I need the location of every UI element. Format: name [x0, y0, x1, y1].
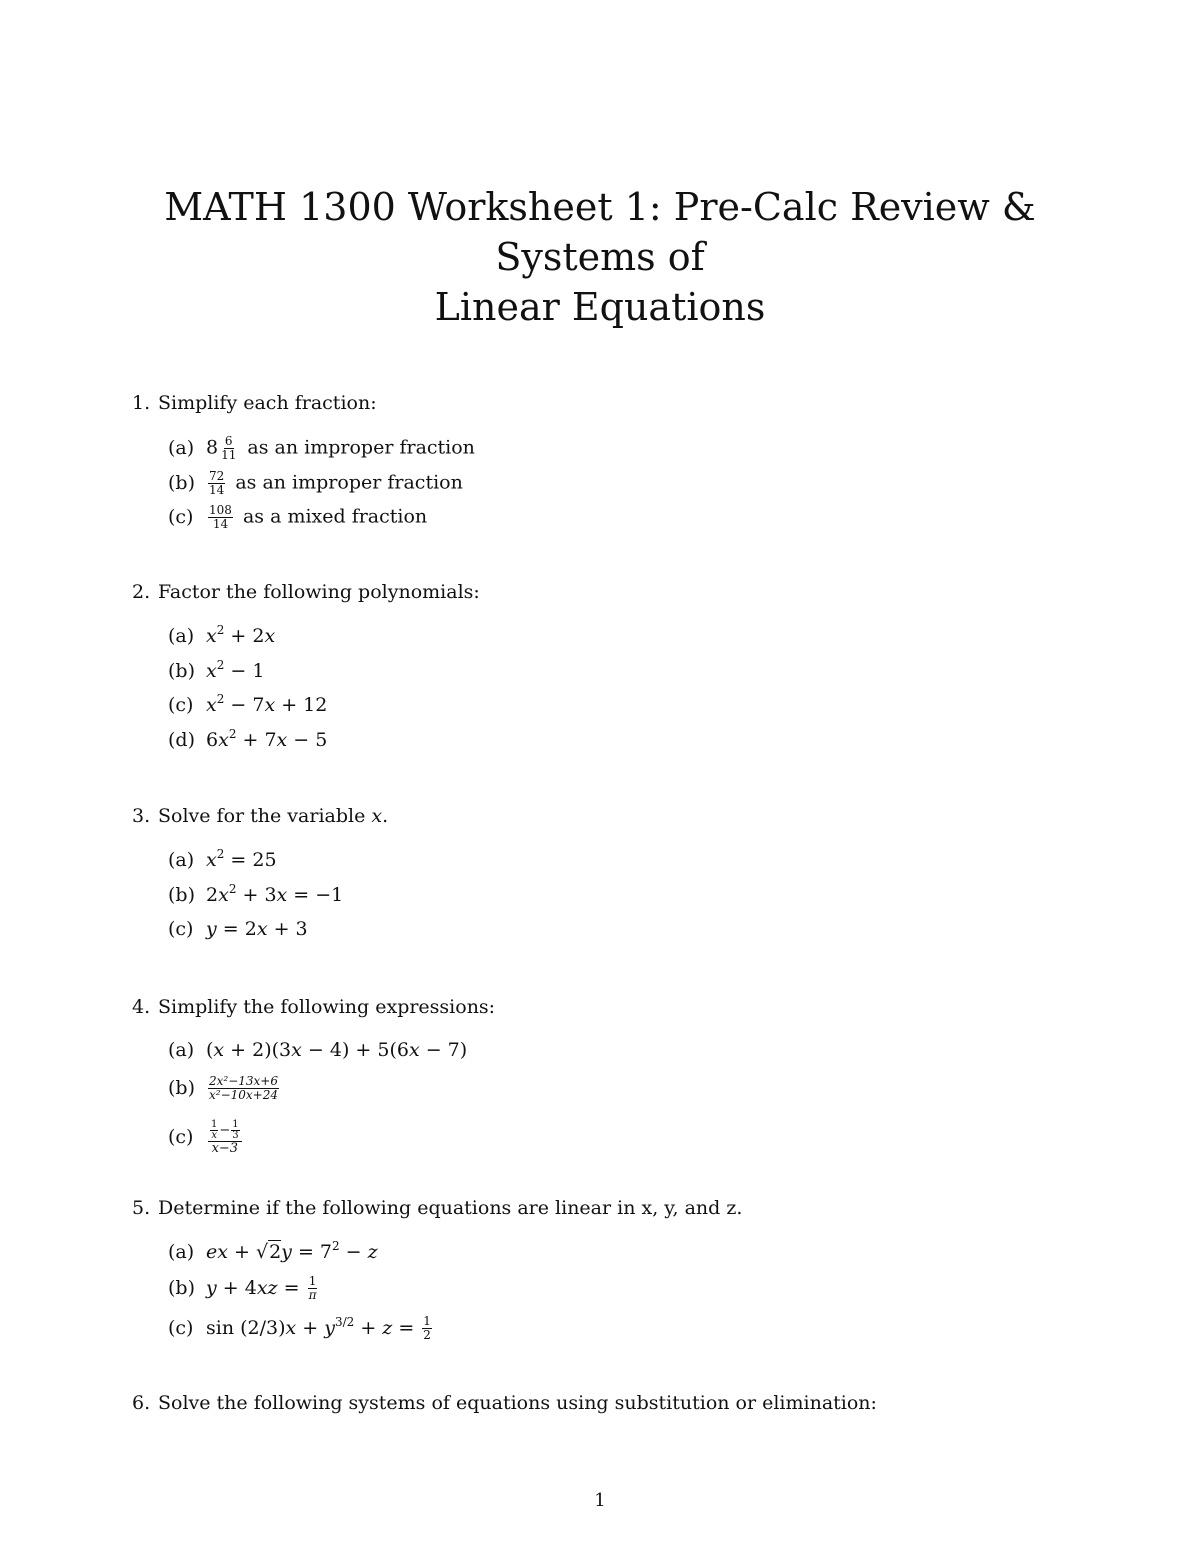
math-expression: $x^2 + 2x$ [206, 623, 276, 647]
question-2 [132, 580, 480, 604]
math-expression: ex + $√2y = 7^2 - z$ [206, 1239, 378, 1263]
fraction [208, 504, 233, 531]
part-label: (a) [168, 1039, 195, 1061]
question-text: Simplify each fraction: [158, 392, 377, 414]
denominator: x²−10x+24 [209, 1088, 278, 1102]
question-2d [168, 728, 327, 752]
part-label: (c) [168, 918, 194, 940]
inner-fraction: $\frac{1}{3}$ [232, 1119, 239, 1141]
question-text: Simplify the following expressions: [158, 996, 496, 1018]
mixed-number-whole: 8 [206, 436, 219, 459]
question-4a [168, 1038, 467, 1062]
numerator: 72 [209, 469, 225, 483]
part-label: (c) [168, 694, 194, 716]
question-number: 1. [132, 392, 151, 414]
question-5 [132, 1196, 742, 1220]
inner-fraction: $\frac{1}{x}$ [211, 1119, 218, 1141]
math-expression: (x + 2)(3x − 4) + 5(6x − 7) [206, 1039, 468, 1061]
fraction [220, 435, 237, 462]
part-label: (a) [168, 1241, 195, 1263]
part-label: (c) [168, 1316, 194, 1339]
denominator: 11 [221, 448, 237, 462]
math-expression: $6x^2 + 7x - 5$ [206, 727, 328, 751]
question-1b [168, 470, 463, 497]
math-expression: $x^2 - 1$ [206, 658, 265, 682]
question-2a [168, 624, 275, 648]
part-label: (a) [168, 625, 195, 647]
numerator: 2x²−13x+6 [209, 1074, 278, 1088]
question-3b [168, 883, 343, 907]
question-text: Solve the following systems of equations using substitution or elimination: [158, 1392, 877, 1414]
math-expression: $x^2 = 25$ [206, 847, 277, 871]
numerator: $\frac{1}{x}$ − $\frac{1}{3}$ [208, 1120, 242, 1142]
question-number: 3. [132, 805, 151, 827]
question-6 [132, 1391, 877, 1415]
question-number: 5. [132, 1197, 151, 1219]
question-1a [168, 435, 475, 462]
question-text: Solve for the variable [158, 805, 366, 827]
question-4c [168, 1120, 246, 1156]
question-5a [168, 1240, 378, 1264]
period: . [382, 805, 389, 827]
question-5b [168, 1275, 321, 1302]
math-expression: y + 4xz = $\frac{1}{\pi}$ [206, 1274, 317, 1302]
part-label: (a) [168, 436, 195, 459]
title-line-1: MATH 1300 Worksheet 1: Pre-Calc Review & Systems of [164, 185, 1036, 279]
part-text: as a mixed fraction [242, 505, 428, 528]
variable: x [371, 805, 383, 827]
part-text: as an improper fraction [247, 436, 475, 459]
question-3c [168, 917, 308, 941]
question-1c [168, 504, 427, 531]
question-number: 6. [132, 1392, 151, 1414]
question-2b [168, 659, 264, 683]
part-text: as an improper fraction [235, 471, 463, 494]
part-label: (c) [168, 1126, 194, 1148]
compound-fraction [208, 1120, 242, 1156]
fraction [208, 1075, 279, 1102]
title-line-2: Linear Equations [434, 285, 766, 329]
denominator: 14 [212, 517, 229, 531]
question-2c [168, 693, 327, 717]
question-number: 2. [132, 581, 151, 603]
part-label: (b) [168, 1076, 195, 1099]
question-1 [132, 391, 377, 415]
question-3 [132, 804, 388, 828]
math-expression: $x^2 - 7x + 12$ [206, 692, 328, 716]
question-number: 4. [132, 996, 151, 1018]
question-text: Factor the following polynomials: [158, 581, 480, 603]
question-3a [168, 848, 277, 872]
math-expression: $\sin (2/3)x + y^{3/2} + z$ = $\frac{1}{2}$ [206, 1314, 431, 1342]
part-label: (b) [168, 471, 195, 494]
part-label: (b) [168, 660, 195, 682]
page-title [80, 182, 1120, 332]
question-4 [132, 995, 495, 1019]
question-5c [168, 1315, 436, 1342]
page-number: 1 [594, 1490, 606, 1511]
part-label: (b) [168, 1276, 195, 1299]
fraction [208, 470, 225, 497]
numerator: 108 [209, 503, 232, 517]
math-expression: $2x^2 + 3x = -1$ [206, 882, 344, 906]
part-label: (d) [168, 729, 195, 751]
numerator: 6 [224, 434, 233, 448]
part-label: (a) [168, 849, 195, 871]
denominator: 14 [209, 483, 225, 497]
question-4b [168, 1075, 283, 1102]
question-text: Determine if the following equations are linear in x, y, and z. [158, 1197, 743, 1219]
part-label: (b) [168, 884, 195, 906]
part-label: (c) [168, 505, 194, 528]
math-expression: y = 2x + 3 [206, 918, 308, 940]
denominator: x−3 [211, 1141, 239, 1156]
